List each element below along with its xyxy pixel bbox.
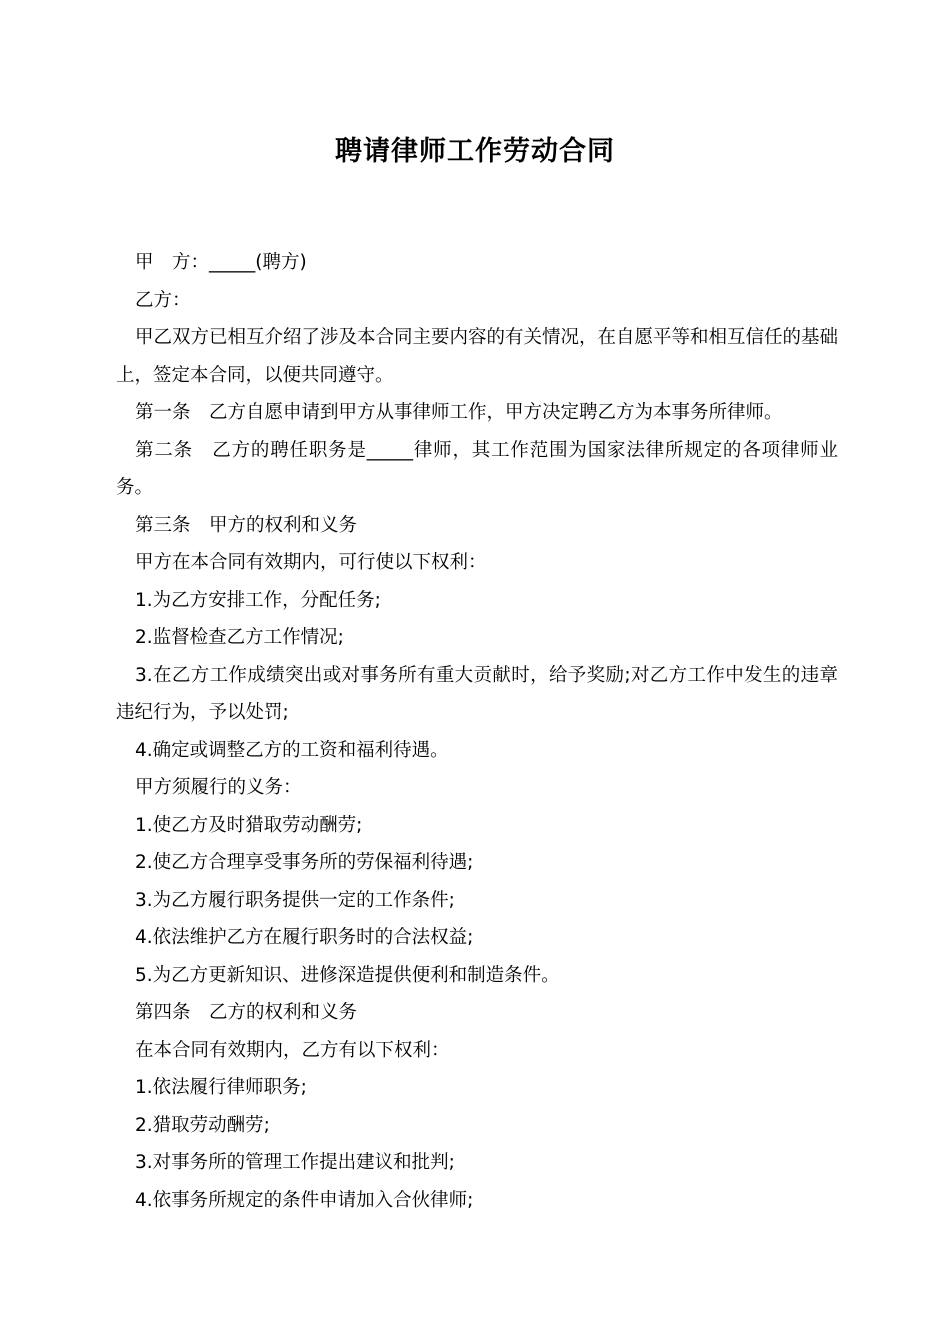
- article-4-heading: 第四条 乙方的权利和义务: [135, 1002, 358, 1023]
- article-1: 第一条 乙方自愿申请到甲方从事律师工作，甲方决定聘乙方为本事务所律师。: [135, 402, 783, 423]
- party-b-right-item: 3.对事务所的管理工作提出建议和批判;: [135, 1152, 455, 1173]
- party-a-right-item: 3.在乙方工作成绩突出或对事务所有重大贡献时，给予奖励;对乙方工作中发生的违章违纪行为，予以处罚;: [116, 664, 838, 723]
- article-3-heading: 第三条 甲方的权利和义务: [135, 514, 358, 536]
- document-title: 聘请律师工作劳动合同: [335, 136, 615, 167]
- party-a-duty-item: 1.使乙方及时猎取劳动酬劳;: [135, 814, 363, 836]
- party-a-rights-intro: 甲方在本合同有效期内，可行使以下权利：: [135, 552, 487, 573]
- party-b-line: 乙方：: [135, 289, 191, 311]
- party-a-duties-intro: 甲方须履行的义务：: [135, 777, 302, 798]
- party-a-right-item: 4.确定或调整乙方的工资和福利待遇。: [135, 739, 449, 761]
- document-body: [116, 244, 838, 1219]
- party-a-right-item: 1.为乙方安排工作，分配任务;: [135, 589, 381, 611]
- article-2: 第二条 乙方的聘任职务是_____律师，其工作范围为国家法律所规定的各项律师业务。: [116, 439, 838, 498]
- party-b-right-item: 4.依事务所规定的条件申请加入合伙律师;: [135, 1189, 474, 1211]
- party-a-duty-item: 5.为乙方更新知识、进修深造提供便利和制造条件。: [135, 964, 560, 986]
- party-a-duty-item: 3.为乙方履行职务提供一定的工作条件;: [135, 889, 455, 911]
- party-a-line: 甲 方：_____(聘方): [135, 252, 307, 273]
- preamble-paragraph: 甲乙双方已相互介绍了涉及本合同主要内容的有关情况，在自愿平等和相互信任的基础上，签定本合同，以便共同遵守。: [116, 327, 839, 386]
- party-a-right-item: 2.监督检查乙方工作情况;: [135, 627, 344, 648]
- party-a-duty-item: 4.依法维护乙方在履行职务时的合法权益;: [135, 927, 474, 948]
- party-b-right-item: 1.依法履行律师职务;: [135, 1077, 307, 1098]
- party-b-rights-intro: 在本合同有效期内，乙方有以下权利：: [135, 1039, 450, 1061]
- party-b-right-item: 2.猎取劳动酬劳;: [135, 1114, 270, 1136]
- party-a-duty-item: 2.使乙方合理享受事务所的劳保福利待遇;: [135, 852, 474, 873]
